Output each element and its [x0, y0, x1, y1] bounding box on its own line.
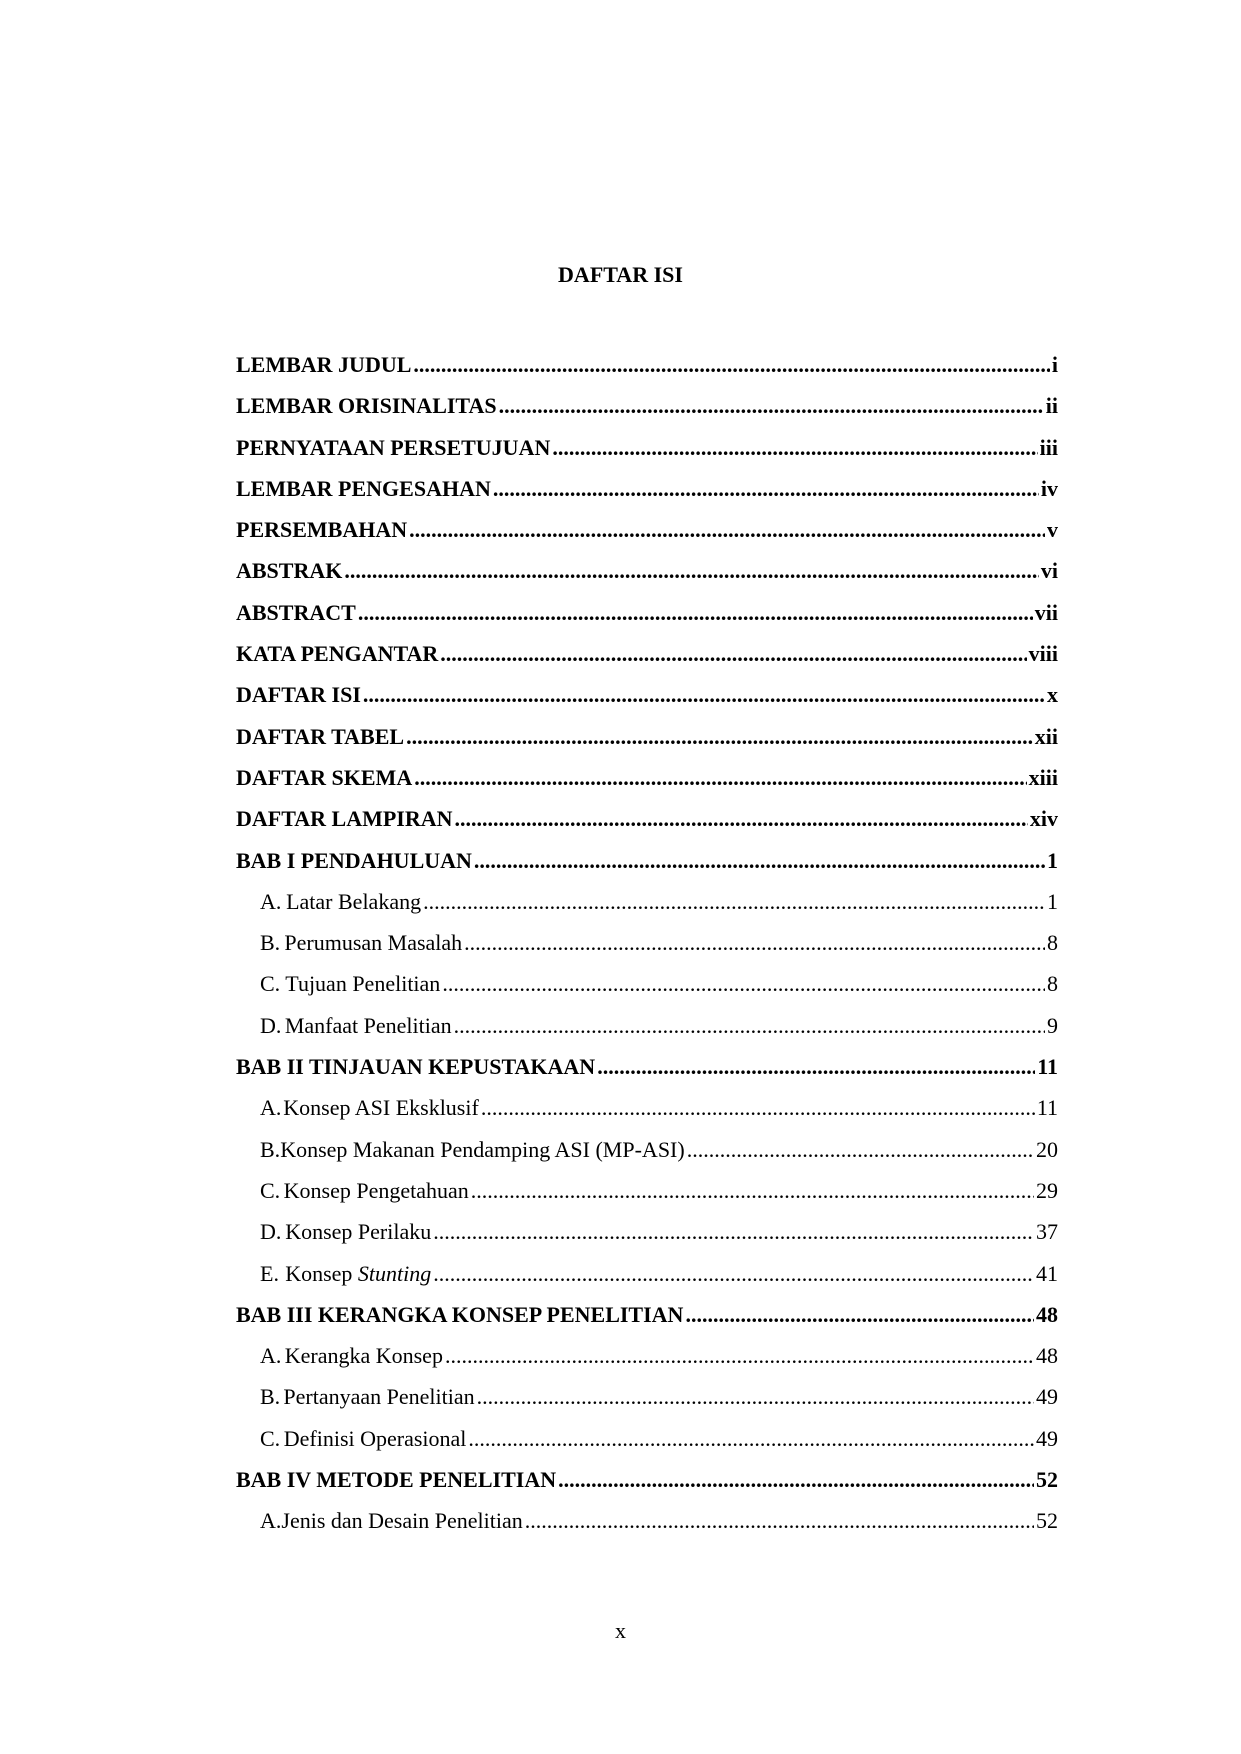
toc-entry-section[interactable]	[236, 1508, 1058, 1549]
dot-leader	[433, 1261, 1034, 1287]
toc-entry-page: i	[1051, 352, 1058, 377]
toc-entry-label: Tujuan Penelitian	[285, 971, 441, 997]
dot-leader	[440, 641, 1026, 667]
toc-entry-page: xii	[1034, 723, 1058, 749]
toc-entry-page: iv	[1040, 475, 1058, 501]
toc-entry-chapter[interactable]	[236, 1054, 1058, 1095]
toc-entry-label: ABSTRAK	[236, 558, 343, 584]
toc-entry-label: Pertanyaan Penelitian	[283, 1384, 475, 1410]
toc-entry-label: LEMBAR ORISINALITAS	[236, 393, 497, 419]
dot-leader	[358, 600, 1033, 626]
dot-leader	[454, 1013, 1045, 1039]
toc-entry-section[interactable]	[236, 1219, 1058, 1260]
toc-entry-chapter[interactable]	[236, 1467, 1058, 1508]
toc-entry-label: LEMBAR JUDUL	[236, 352, 412, 377]
toc-entry-page: 48	[1036, 1343, 1058, 1369]
dot-leader	[413, 352, 1049, 378]
toc-entry-letter: B.	[260, 930, 281, 956]
toc-entry-section[interactable]	[236, 930, 1058, 971]
toc-entry-letter: C.	[260, 1177, 281, 1203]
toc-entry-page: 11	[1037, 1054, 1058, 1080]
toc-entry-label: Konsep Makanan Pendamping ASI (MP-ASI)	[280, 1136, 685, 1162]
toc-entry-chapter[interactable]	[236, 393, 1058, 434]
toc-entry-letter: A.	[260, 1095, 282, 1121]
dot-leader	[423, 889, 1045, 915]
toc-entry-letter: A.	[260, 1508, 282, 1534]
toc-entry-label: DAFTAR TABEL	[236, 723, 405, 749]
toc-entry-section[interactable]	[236, 1013, 1058, 1054]
toc-entry-page: xiv	[1029, 806, 1058, 832]
dot-leader	[474, 848, 1045, 874]
dot-leader	[471, 1178, 1034, 1204]
dot-leader	[468, 1426, 1034, 1452]
toc-entry-label: Konsep Perilaku	[285, 1219, 432, 1245]
toc-entry-chapter[interactable]	[236, 765, 1058, 806]
toc-entry-section[interactable]	[236, 1095, 1058, 1136]
toc-entry-label: Konsep ASI Eksklusif	[283, 1095, 479, 1121]
toc-entry-page: vi	[1040, 558, 1058, 584]
toc-entry-section[interactable]	[236, 1137, 1058, 1178]
toc-entry-page: 48	[1036, 1301, 1058, 1327]
toc-entry-page: 49	[1036, 1384, 1058, 1410]
dot-leader	[687, 1137, 1034, 1163]
dot-leader	[685, 1302, 1034, 1328]
toc-entry-section[interactable]	[236, 1178, 1058, 1219]
toc-entry-label: LEMBAR PENGESAHAN	[236, 475, 491, 501]
toc-entry-letter: D.	[260, 1012, 282, 1038]
dot-leader	[433, 1219, 1034, 1245]
toc-entry-label: PERSEMBAHAN	[236, 517, 408, 543]
toc-entry-page: 37	[1036, 1219, 1058, 1245]
dot-leader	[442, 971, 1045, 997]
toc-entry-chapter[interactable]	[236, 1302, 1058, 1343]
toc-entry-chapter[interactable]	[236, 600, 1058, 641]
toc-entry-label: Manfaat Penelitian	[284, 1012, 452, 1038]
toc-entry-chapter[interactable]	[236, 682, 1058, 723]
toc-entry-page: 29	[1036, 1177, 1058, 1203]
toc-entry-page: 49	[1036, 1425, 1058, 1451]
toc-entry-page: ii	[1045, 393, 1058, 419]
toc-entry-label: Definisi Operasional	[283, 1425, 467, 1451]
toc-entry-page: 8	[1047, 971, 1058, 997]
page-title: DAFTAR ISI	[558, 262, 683, 287]
toc-entry-page: 11	[1036, 1095, 1058, 1121]
toc-entry-label: Jenis dan Desain Penelitian	[281, 1508, 523, 1534]
toc-entry-label: KATA PENGANTAR	[236, 641, 439, 667]
toc-entry-page: 1	[1047, 847, 1058, 873]
toc-entry-page: 41	[1036, 1260, 1058, 1286]
toc-entry-label: DAFTAR SKEMA	[236, 764, 413, 790]
toc-entry-label: BAB III KERANGKA KONSEP PENELITIAN	[236, 1301, 684, 1327]
toc-entry-letter: C.	[260, 1425, 281, 1451]
dot-leader	[409, 517, 1045, 543]
toc-entry-label: Konsep Stunting	[285, 1260, 432, 1286]
toc-entry-page: 9	[1047, 1012, 1058, 1038]
toc-entry-section[interactable]	[236, 1426, 1058, 1467]
toc-entry-page: 8	[1047, 930, 1058, 956]
toc-entry-letter: E.	[260, 1260, 279, 1286]
dot-leader	[414, 765, 1026, 791]
toc-entry-letter: A.	[260, 1343, 282, 1369]
toc-entry-label: PERNYATAAN PERSETUJUAN	[236, 434, 551, 460]
toc-entry-chapter[interactable]	[236, 558, 1058, 599]
toc-entry-letter: D.	[260, 1219, 282, 1245]
toc-entry-page: vii	[1034, 599, 1058, 625]
dot-leader	[477, 1384, 1034, 1410]
dot-leader	[499, 393, 1044, 419]
toc-entry-chapter[interactable]	[236, 476, 1058, 517]
dot-leader	[558, 1467, 1034, 1493]
toc-entry-label: Kerangka Konsep	[284, 1343, 443, 1369]
toc-entry-label: Konsep Pengetahuan	[283, 1177, 469, 1203]
toc-entry-label: DAFTAR LAMPIRAN	[236, 806, 453, 832]
toc-entry-page: iii	[1039, 434, 1058, 460]
toc-entry-label: Perumusan Masalah	[284, 930, 463, 956]
toc-entry-page: 20	[1036, 1136, 1058, 1162]
dot-leader	[363, 682, 1045, 708]
dot-leader	[493, 476, 1039, 502]
dot-leader	[481, 1095, 1035, 1121]
page-number: x	[615, 1618, 626, 1643]
toc-entry-page: 52	[1036, 1508, 1058, 1534]
toc-entry-label: BAB II TINJAUAN KEPUSTAKAAN	[236, 1054, 596, 1080]
toc-entry-page: v	[1047, 517, 1058, 543]
toc-entry-chapter[interactable]	[236, 848, 1058, 889]
toc-entry-label: BAB IV METODE PENELITIAN	[236, 1467, 557, 1493]
toc-entry-letter: B.	[260, 1136, 281, 1162]
toc-entry-letter: A.	[260, 888, 282, 914]
toc-entry-page: x	[1047, 682, 1058, 708]
toc-entry-chapter[interactable]	[236, 517, 1058, 558]
dot-leader	[597, 1054, 1035, 1080]
toc-entry-chapter[interactable]	[236, 724, 1058, 765]
toc-entry-page: 52	[1036, 1467, 1058, 1493]
toc-entry-label: Latar Belakang	[286, 888, 422, 914]
dot-leader	[344, 558, 1039, 584]
dot-leader	[445, 1343, 1034, 1369]
toc-entry-letter: B.	[260, 1384, 281, 1410]
toc-entry-label: DAFTAR ISI	[236, 682, 361, 708]
toc-entry-label: BAB I PENDAHULUAN	[236, 847, 472, 873]
toc-entry-section[interactable]	[236, 971, 1058, 1012]
table-of-contents	[236, 352, 1058, 1550]
toc-entry-chapter[interactable]	[236, 806, 1058, 847]
dot-leader	[455, 806, 1028, 832]
dot-leader	[406, 724, 1033, 750]
toc-entry-section[interactable]	[236, 1261, 1058, 1302]
toc-entry-section[interactable]	[236, 889, 1058, 930]
toc-entry-chapter[interactable]	[236, 435, 1058, 476]
toc-entry-page: xiii	[1028, 764, 1058, 790]
dot-leader	[552, 435, 1037, 461]
toc-entry-section[interactable]	[236, 1384, 1058, 1425]
toc-entry-letter: C.	[260, 971, 281, 997]
toc-entry-section[interactable]	[236, 1343, 1058, 1384]
toc-entry-page: 1	[1047, 888, 1058, 914]
dot-leader	[464, 930, 1045, 956]
toc-entry-label: ABSTRACT	[236, 599, 356, 625]
toc-entry-page: viii	[1028, 641, 1058, 667]
toc-entry-chapter[interactable]	[236, 641, 1058, 682]
dot-leader	[525, 1508, 1034, 1534]
toc-entry-chapter[interactable]	[236, 352, 1058, 393]
